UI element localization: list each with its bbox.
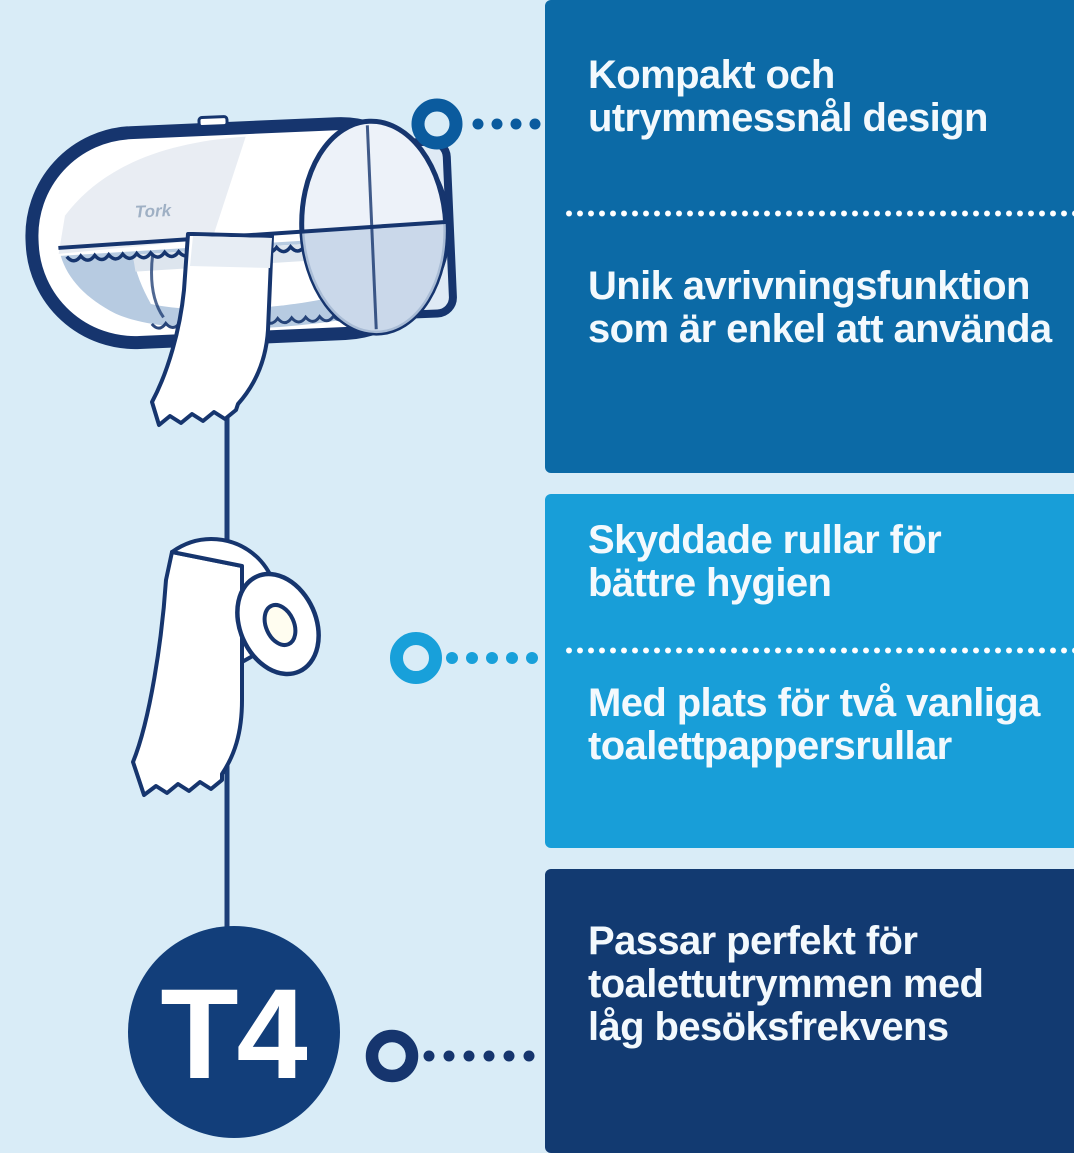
connector-dot — [466, 652, 478, 664]
feature-line: Passar perfekt för — [588, 919, 918, 963]
feature-text-block — [588, 54, 988, 140]
t4-badge-label: T4 — [160, 963, 306, 1106]
dispenser-top-tab — [199, 116, 227, 126]
feature-line: Skyddade rullar för — [588, 518, 942, 562]
connector-ring-middle — [397, 639, 436, 678]
connector-ring-bottom — [372, 1036, 412, 1076]
feature-panel-hygiene — [545, 494, 1074, 848]
tork-logo: Tork — [134, 200, 172, 222]
connector-dot — [506, 652, 518, 664]
connector-dot — [484, 1051, 495, 1062]
connector-dot — [444, 1051, 455, 1062]
feature-line: utrymmessnål design — [588, 96, 988, 140]
feature-line: toalettutrymmen med — [588, 962, 984, 1006]
connector-dot — [492, 119, 503, 130]
feature-line: låg besöksfrekvens — [588, 1005, 949, 1049]
toilet-paper-roll — [133, 539, 334, 795]
connector-dot — [424, 1051, 435, 1062]
connector-ring-top — [418, 105, 456, 143]
feature-line: Kompakt och — [588, 53, 835, 97]
feature-text-block — [588, 682, 1040, 768]
connector-dot — [473, 119, 484, 130]
connector-dot — [486, 652, 498, 664]
feature-text-block — [588, 519, 941, 605]
feature-text-block — [588, 265, 1052, 351]
dotted-separator — [565, 209, 1074, 218]
connector-bottom — [372, 1036, 535, 1076]
connector-dot — [530, 119, 541, 130]
connector-dot — [446, 652, 458, 664]
feature-line: toalettpappersrullar — [588, 724, 952, 768]
connector-middle — [397, 639, 539, 678]
connector-dot — [524, 1051, 535, 1062]
feature-line: Med plats för två vanliga — [588, 681, 1040, 725]
connector-top — [418, 105, 541, 143]
t4-badge — [128, 926, 340, 1138]
feature-line: bättre hygien — [588, 561, 832, 605]
feature-panel-compact-design — [545, 0, 1074, 473]
feature-text-block — [588, 920, 983, 1049]
paper-strip-shade — [190, 236, 272, 268]
dotted-separator — [565, 646, 1074, 655]
feature-line: Unik avrivningsfunktion — [588, 264, 1030, 308]
connector-dot — [511, 119, 522, 130]
connector-dot — [526, 652, 538, 664]
connector-dot — [464, 1051, 475, 1062]
roll-hanging-sheet — [133, 552, 242, 795]
feature-line: som är enkel att använda — [588, 307, 1052, 351]
feature-panel-low-traffic — [545, 869, 1074, 1153]
connector-dot — [504, 1051, 515, 1062]
